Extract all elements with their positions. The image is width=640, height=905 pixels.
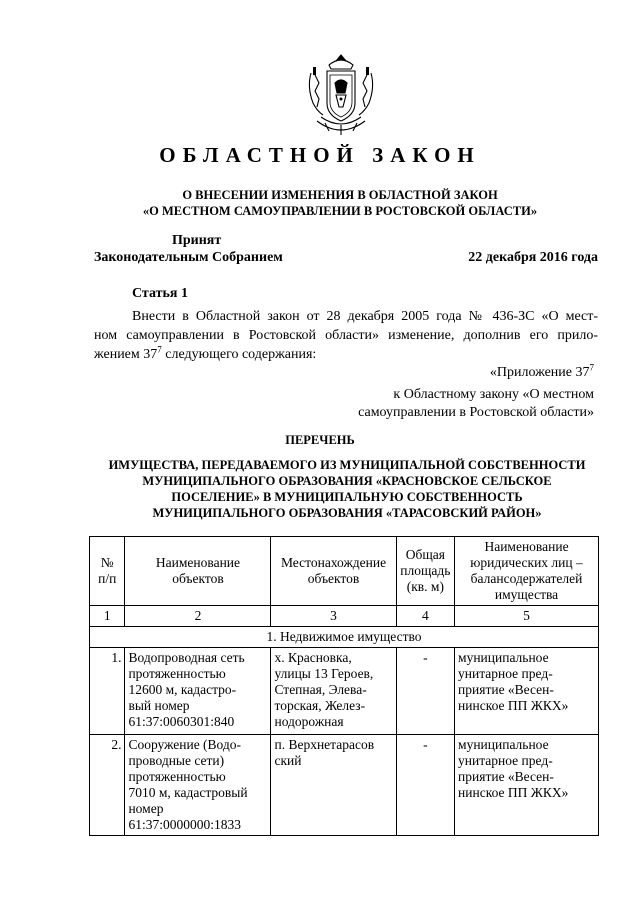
- law-subtitle: [60, 187, 620, 219]
- table-row: [90, 648, 599, 735]
- law-subtitle-line: «О МЕСТНОМ САМОУПРАВЛЕНИИ В РОСТОВСКОЙ ОБЛАСТИ»: [142, 204, 538, 218]
- column-number: 3: [271, 606, 396, 627]
- article-text-line: ном самоуправлении в Ростовской области» изменение, дополнив его прило-: [94, 328, 598, 343]
- article-title: Статья 1: [132, 286, 188, 301]
- row-number: 2.: [90, 735, 125, 836]
- section-row: [90, 627, 599, 648]
- row-number: 1.: [90, 648, 125, 735]
- property-table: [89, 536, 599, 836]
- list-subtitle-line: МУНИЦИПАЛЬНОГО ОБРАЗОВАНИЯ «ТАРАСОВСКИЙ РАЙОН»: [152, 506, 542, 520]
- coat-of-arms-emblem: [305, 53, 377, 139]
- column-number: 5: [455, 606, 599, 627]
- row-area: -: [396, 648, 454, 735]
- superscript: 7: [157, 344, 162, 355]
- row-holder: муниципальное унитарное пред- приятие «Весен- нинское ПП ЖКХ»: [455, 735, 599, 836]
- article-text-fragment: жением 37: [94, 347, 158, 362]
- list-subtitle-line: ИМУЩЕСТВА, ПЕРЕДАВАЕМОГО ИЗ МУНИЦИПАЛЬНОЙ СОБСТВЕННОСТИ: [108, 458, 586, 472]
- superscript: 7: [589, 362, 594, 373]
- column-number: 1: [90, 606, 125, 627]
- list-subtitle-line: ПОСЕЛЕНИЕ» В МУНИЦИПАЛЬНУЮ СОБСТВЕННОСТЬ: [171, 490, 523, 504]
- appendix-reference-line: к Областному закону «О местном: [393, 387, 594, 402]
- header-cell-number: № п/п: [90, 537, 125, 606]
- row-holder: муниципальное унитарное пред- приятие «Весен- нинское ПП ЖКХ»: [455, 648, 599, 735]
- column-number-row: [90, 606, 599, 627]
- list-subtitle-line: МУНИЦИПАЛЬНОГО ОБРАЗОВАНИЯ «КРАСНОВСКОЕ СЕЛЬСКОЕ: [142, 474, 552, 488]
- article-text-fragment: следующего содержания:: [161, 347, 317, 362]
- adopted-date: 22 декабря 2016 года: [468, 250, 598, 265]
- appendix-reference-line: самоуправлении в Ростовской области»: [358, 405, 594, 420]
- table-header-row: [90, 537, 599, 606]
- law-subtitle-line: О ВНЕСЕНИИ ИЗМЕНЕНИЯ В ОБЛАСТНОЙ ЗАКОН: [182, 188, 498, 202]
- section-title: 1. Недвижимое имущество: [90, 627, 599, 648]
- adopted-by: Законодательным Собранием: [94, 250, 283, 265]
- article-text: [94, 307, 598, 364]
- law-title: ОБЛАСТНОЙ ЗАКОН: [159, 143, 481, 167]
- table-row: [90, 735, 599, 836]
- appendix-label-text: «Приложение 37: [489, 365, 590, 380]
- row-location: х. Красновка, улицы 13 Героев, Степная, Элева- торская, Желез- нодорожная: [271, 648, 396, 735]
- column-number: 2: [125, 606, 271, 627]
- article-text-line: [94, 345, 598, 364]
- row-location: п. Верхнетарасов ский: [271, 735, 396, 836]
- row-area: -: [396, 735, 454, 836]
- header-cell-area: Общая площадь (кв. м): [396, 537, 454, 606]
- header-cell-name: Наименование объектов: [125, 537, 271, 606]
- row-name: Сооружение (Водо- проводные сети) протяженностью 7010 м, кадастровый номер 61:37:0000000:1833: [125, 735, 271, 836]
- header-cell-holder: Наименование юридических лиц – балансодержателей имущества: [455, 537, 599, 606]
- list-subtitle: [60, 457, 634, 521]
- header-cell-location: Местонахождение объектов: [271, 537, 396, 606]
- appendix-label: [489, 362, 594, 381]
- article-text-line: Внести в Областной закон от 28 декабря 2005 года № 436-ЗС «О мест-: [132, 309, 598, 324]
- row-name: Водопроводная сеть протяженностью 12600 м, кадастро- вый номер 61:37:0060301:840: [125, 648, 271, 735]
- appendix-reference: [358, 386, 594, 422]
- adopted-label: Принят: [172, 233, 222, 248]
- list-title: ПЕРЕЧЕНЬ: [285, 433, 355, 447]
- column-number: 4: [396, 606, 454, 627]
